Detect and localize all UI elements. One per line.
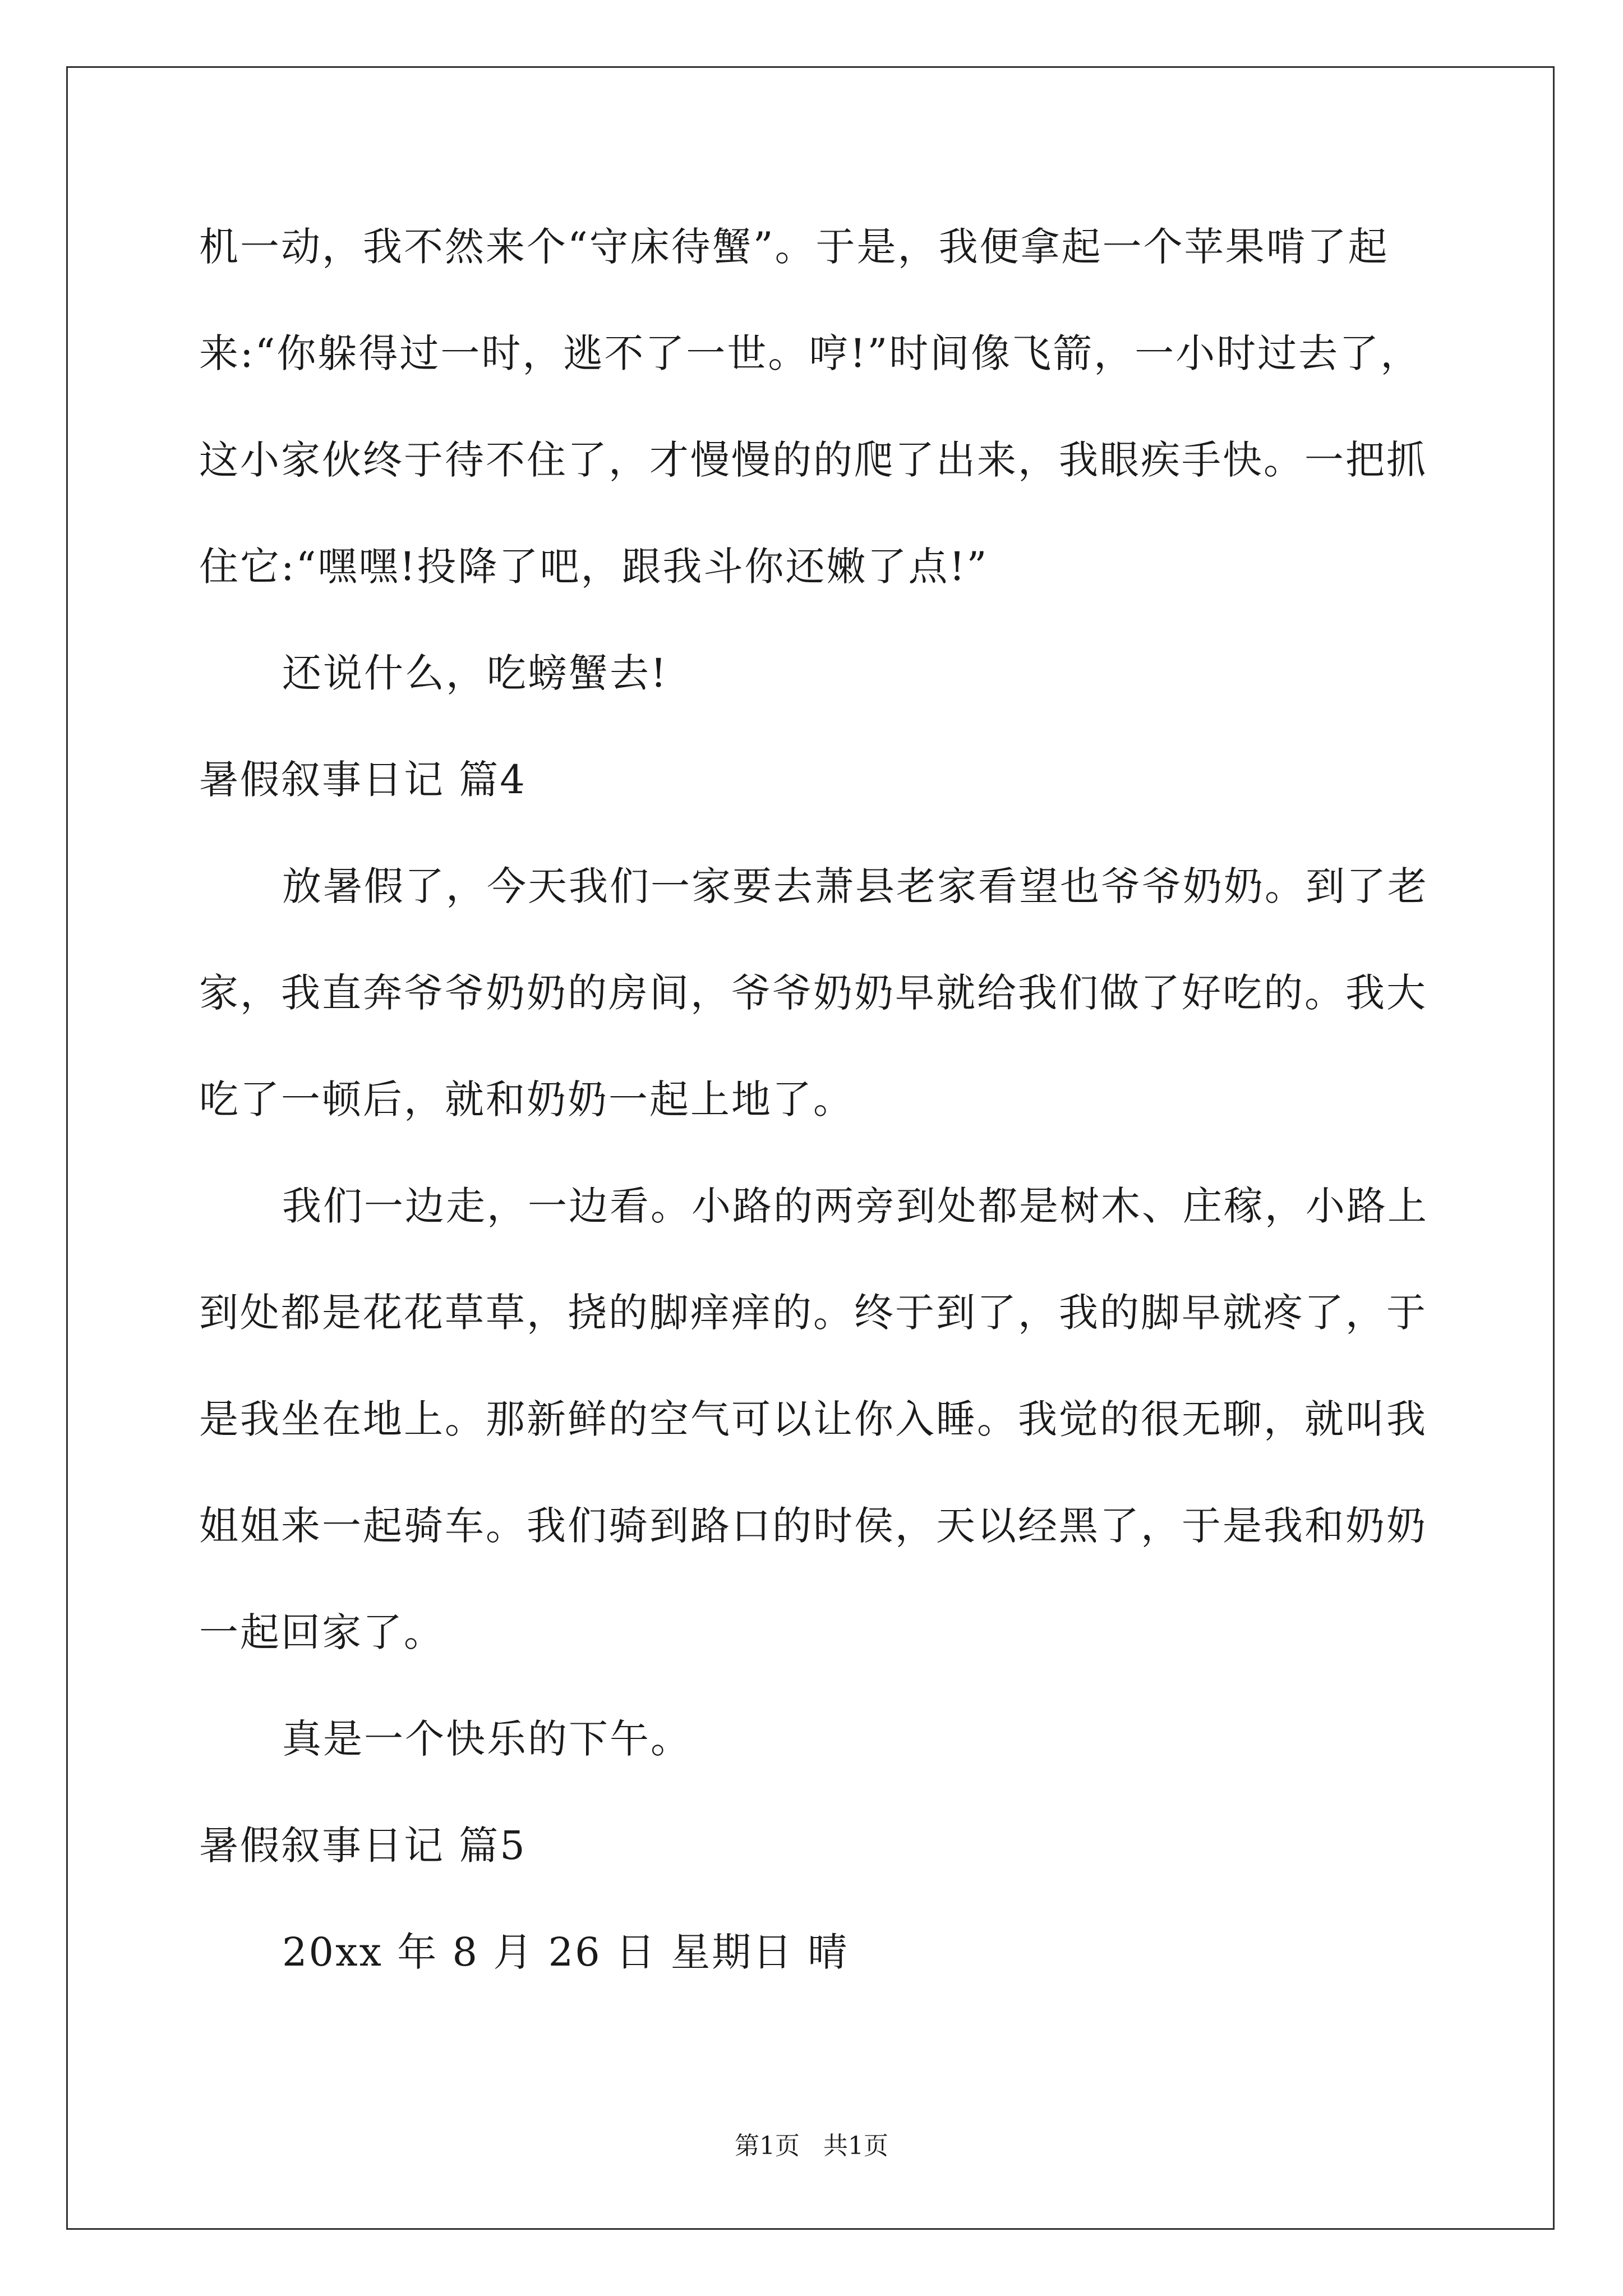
paragraph-line: 我们一边走，一边看。小路的两旁到处都是树木、庄稼，小路上	[282, 1183, 1428, 1229]
paragraph-line: 真是一个快乐的下午。	[282, 1716, 691, 1762]
date-line: 20xx 年 8 月 26 日 星期日 晴	[282, 1929, 849, 1975]
paragraph-line: 放暑假了，今天我们一家要去萧县老家看望也爷爷奶奶。到了老	[282, 863, 1428, 909]
paragraph-line: 还说什么，吃螃蟹去!	[282, 650, 668, 696]
section-heading: 暑假叙事日记 篇4	[199, 757, 527, 803]
paragraph-line: 一起回家了。	[199, 1609, 445, 1655]
page-frame	[66, 66, 1555, 2230]
paragraph-line: 机一动，我不然来个“守床待蟹”。于是，我便拿起一个苹果啃了起	[199, 224, 1389, 270]
paragraph-line: 住它:“嘿嘿!投降了吧，跟我斗你还嫩了点!”	[199, 544, 989, 590]
paragraph-line: 吃了一顿后，就和奶奶一起上地了。	[199, 1076, 854, 1122]
section-heading: 暑假叙事日记 篇5	[199, 1823, 527, 1869]
paragraph-line: 这小家伙终于待不住了，才慢慢的的爬了出来，我眼疾手快。一把抓	[199, 437, 1427, 483]
paragraph-line: 是我坐在地上。那新鲜的空气可以让你入睡。我觉的很无聊，就叫我	[199, 1396, 1427, 1442]
page-footer: 第1页 共1页	[735, 2132, 888, 2160]
paragraph-line: 来:“你躲得过一时，逃不了一世。哼!”时间像飞箭，一小时过去了，	[199, 330, 1422, 376]
paragraph-line: 到处都是花花草草，挠的脚痒痒的。终于到了，我的脚早就疼了，于	[199, 1290, 1427, 1336]
paragraph-line: 姐姐来一起骑车。我们骑到路口的时侯，天以经黑了，于是我和奶奶	[199, 1503, 1427, 1549]
paragraph-line: 家，我直奔爷爷奶奶的房间，爷爷奶奶早就给我们做了好吃的。我大	[199, 970, 1427, 1016]
